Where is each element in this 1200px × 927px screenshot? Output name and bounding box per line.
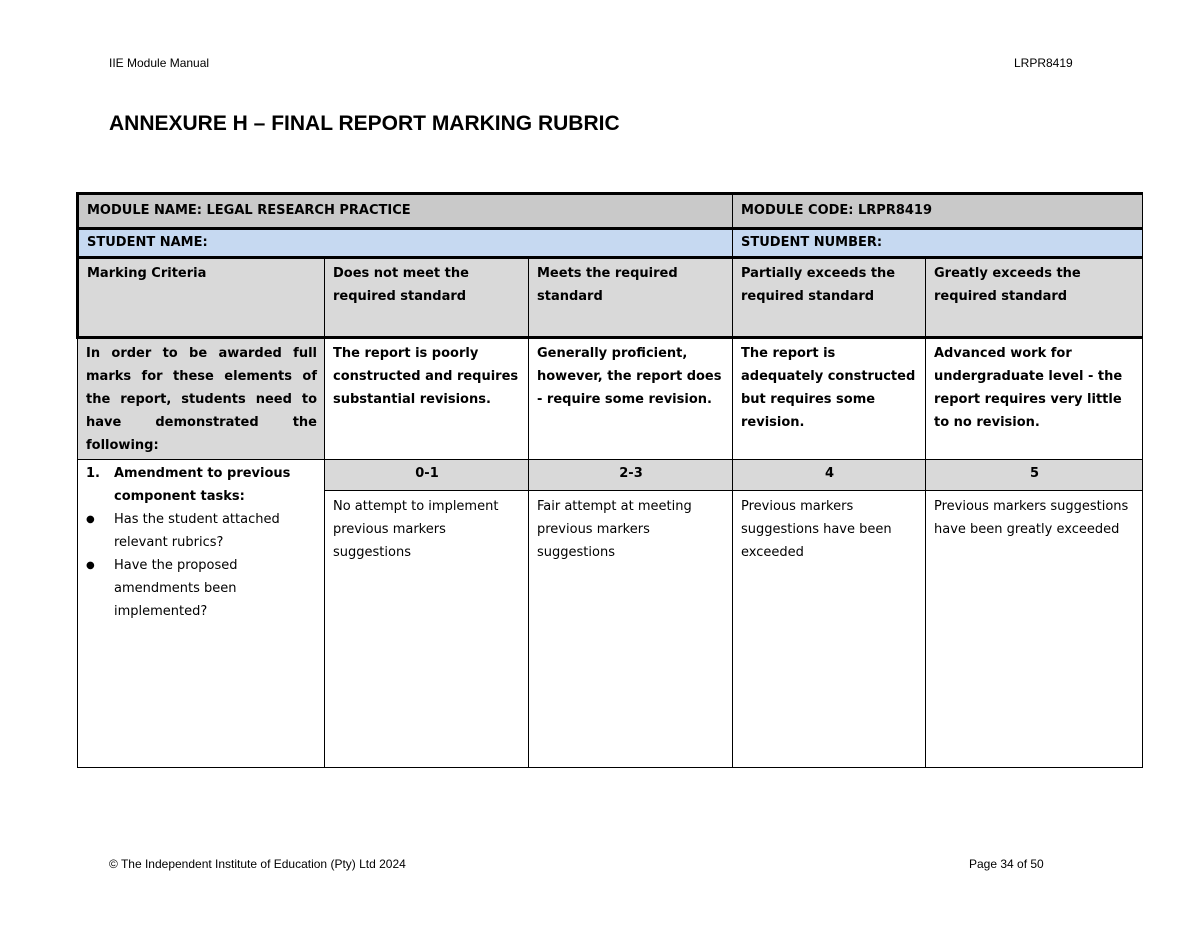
- feedback-cell: Previous markers suggestions have been greatly exceeded: [926, 491, 1143, 768]
- criterion-bullet-text: Has the student attached relevant rubrics?: [114, 512, 280, 550]
- feedback-cell: Fair attempt at meeting previous markers suggestions: [529, 491, 733, 768]
- student-number-cell: STUDENT NUMBER:: [733, 229, 1143, 258]
- score-cell: 0-1: [325, 460, 529, 491]
- bullet-icon: ●: [86, 560, 95, 571]
- footer-page-number: Page 34 of 50: [969, 857, 1044, 871]
- footer-copyright: © The Independent Institute of Education (Pty) Ltd 2024: [109, 857, 406, 871]
- header-module-code: LRPR8419: [1014, 56, 1073, 70]
- column-header: Meets the required standard: [529, 258, 733, 338]
- criterion-bullet-text: Have the proposed amendments been implemented?: [114, 558, 238, 619]
- descriptor-cell: In order to be awarded full marks for these elements of the report, students need to have demonstrated the following:: [78, 338, 325, 460]
- marking-rubric-table: [76, 192, 1143, 768]
- score-cell: 5: [926, 460, 1143, 491]
- feedback-cell: Previous markers suggestions have been exceeded: [733, 491, 926, 768]
- criterion-cell: [78, 460, 325, 768]
- column-header: Does not meet the required standard: [325, 258, 529, 338]
- criterion-title-text: Amendment to previous component tasks:: [114, 466, 291, 504]
- header-manual-title: IIE Module Manual: [109, 56, 210, 70]
- student-name-cell: STUDENT NAME:: [78, 229, 733, 258]
- criterion-number: 1.: [86, 466, 100, 481]
- bullet-icon: ●: [86, 514, 95, 525]
- module-row: [78, 194, 1143, 229]
- descriptor-row: [78, 338, 1143, 460]
- descriptor-cell: The report is adequately constructed but requires some revision.: [733, 338, 926, 460]
- descriptor-cell: The report is poorly constructed and requires substantial revisions.: [325, 338, 529, 460]
- page-title: ANNEXURE H – FINAL REPORT MARKING RUBRIC: [109, 112, 620, 135]
- student-row: [78, 229, 1143, 258]
- criterion-bullet-list: [86, 508, 317, 623]
- column-header-row: [78, 258, 1143, 338]
- score-row: [78, 460, 1143, 491]
- score-cell: 4: [733, 460, 926, 491]
- criterion-title: [86, 462, 317, 508]
- feedback-cell: No attempt to implement previous markers suggestions: [325, 491, 529, 768]
- descriptor-cell: Generally proficient, however, the report does - require some revision.: [529, 338, 733, 460]
- list-item: [86, 508, 317, 554]
- column-header: Greatly exceeds the required standard: [926, 258, 1143, 338]
- descriptor-cell: Advanced work for undergraduate level - the report requires very little to no revision.: [926, 338, 1143, 460]
- module-name-cell: MODULE NAME: LEGAL RESEARCH PRACTICE: [78, 194, 733, 229]
- module-code-cell: MODULE CODE: LRPR8419: [733, 194, 1143, 229]
- list-item: [86, 554, 317, 623]
- score-cell: 2-3: [529, 460, 733, 491]
- column-header: Partially exceeds the required standard: [733, 258, 926, 338]
- column-header: Marking Criteria: [78, 258, 325, 338]
